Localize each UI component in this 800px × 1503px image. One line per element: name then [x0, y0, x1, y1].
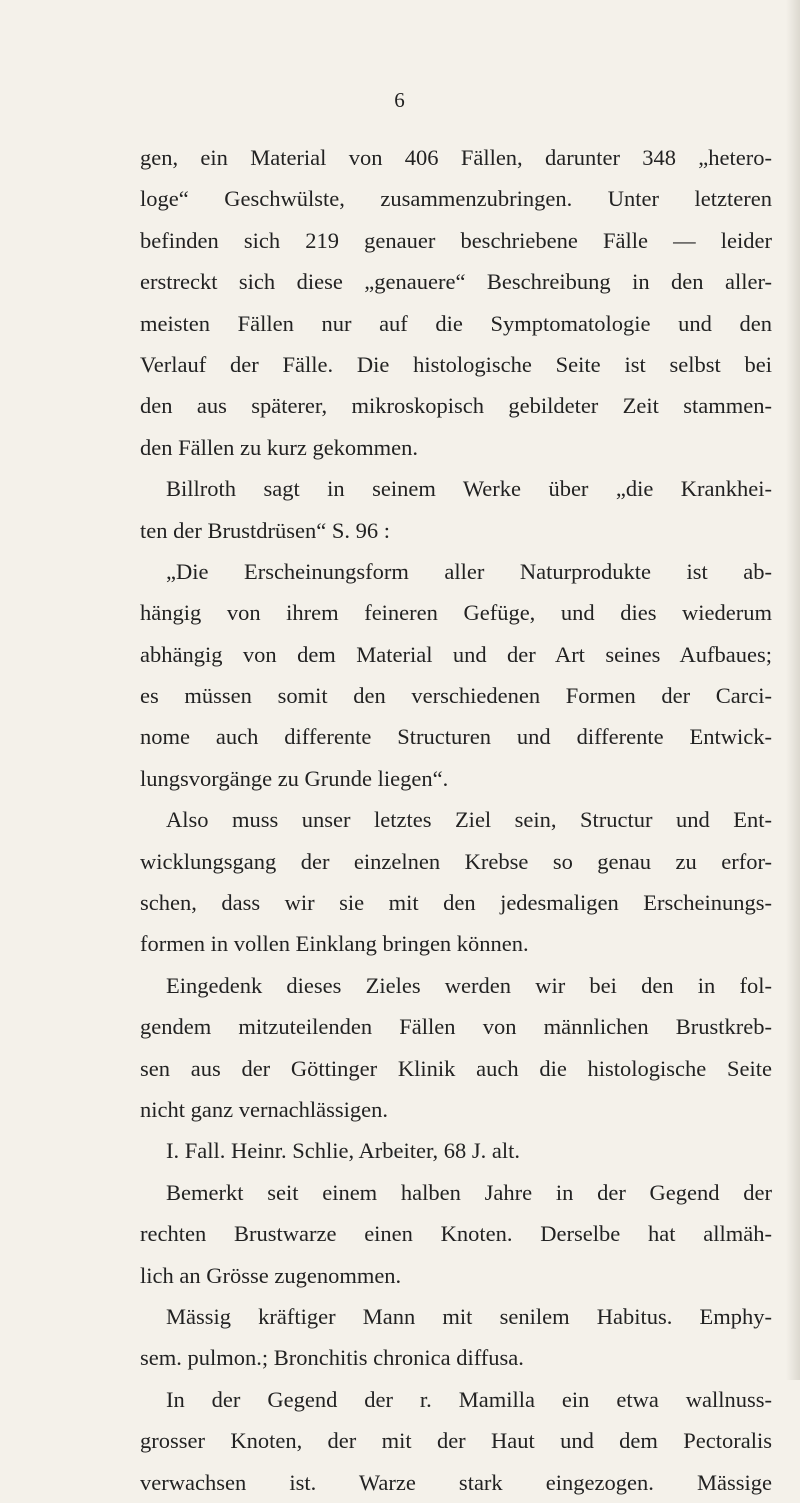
text-line: erstreckt sich diese „genauere“ Beschreibung in den aller-	[140, 269, 772, 295]
text-line: Also muss unser letztes Ziel sein, Structur und Ent-	[166, 807, 772, 833]
text-line: lich an Grösse zugenommen.	[140, 1262, 402, 1288]
body-text	[140, 137, 772, 1503]
text-line: Verlauf der Fälle. Die histologische Seite ist selbst bei	[140, 351, 772, 377]
text-line: verwachsen ist. Warze stark eingezogen. Mässige	[140, 1469, 772, 1495]
text-line: schen, dass wir sie mit den jedesmaligen Erscheinungs-	[140, 890, 772, 916]
text-line: es müssen somit den verschiedenen Formen der Carci-	[140, 683, 772, 709]
page-number: 6	[394, 88, 406, 112]
text-line: den aus späterer, mikroskopisch gebildeter Zeit stammen-	[140, 393, 772, 419]
text-line: ten der Brustdrüsen“ S. 96 :	[140, 517, 390, 543]
text-line: Mässig kräftiger Mann mit senilem Habitus. Emphy-	[166, 1303, 772, 1329]
text-line: den Fällen zu kurz gekommen.	[140, 434, 419, 460]
text-line: lungsvorgänge zu Grunde liegen“.	[140, 765, 449, 791]
text-line: gen, ein Material von 406 Fällen, darunter 348 „hetero-	[140, 145, 772, 170]
text-line: In der Gegend der r. Mamilla ein etwa wallnuss-	[166, 1386, 772, 1412]
page-edge-shadow	[786, 0, 800, 1380]
text-line: rechten Brustwarze einen Knoten. Derselbe hat allmäh-	[140, 1221, 772, 1247]
text-line: gendem mitzuteilenden Fällen von männlichen Brustkreb-	[140, 1014, 772, 1040]
text-line: meisten Fällen nur auf die Symptomatologie und den	[140, 310, 772, 336]
text-line: nicht ganz vernachlässigen.	[140, 1096, 389, 1122]
text-line: formen in vollen Einklang bringen können.	[140, 931, 529, 957]
text-line: loge“ Geschwülste, zusammenzubringen. Unter letzteren	[140, 186, 772, 212]
text-line: nome auch differente Structuren und differente Entwick-	[140, 724, 772, 750]
text-line: sen aus der Göttinger Klinik auch die histologische Seite	[140, 1055, 772, 1081]
text-line: abhängig von dem Material und der Art seines Aufbaues;	[140, 641, 772, 667]
text-line: I. Fall. Heinr. Schlie, Arbeiter, 68 J. alt.	[166, 1138, 521, 1164]
text-line: sem. pulmon.; Bronchitis chronica diffusa.	[140, 1345, 524, 1371]
text-line: befinden sich 219 genauer beschriebene Fälle — leider	[140, 227, 772, 253]
text-line: grosser Knoten, der mit der Haut und dem Pectoralis	[140, 1428, 772, 1454]
text-line: Eingedenk dieses Zieles werden wir bei den in fol-	[166, 972, 772, 998]
text-line: hängig von ihrem feineren Gefüge, und dies wiederum	[140, 600, 772, 626]
text-line: wicklungsgang der einzelnen Krebse so genau zu erfor-	[140, 848, 772, 874]
text-line: Billroth sagt in seinem Werke über „die Krankhei-	[166, 476, 772, 502]
text-line: Bemerkt seit einem halben Jahre in der Gegend der	[166, 1179, 772, 1205]
text-line: „Die Erscheinungsform aller Naturprodukte ist ab-	[166, 558, 772, 584]
